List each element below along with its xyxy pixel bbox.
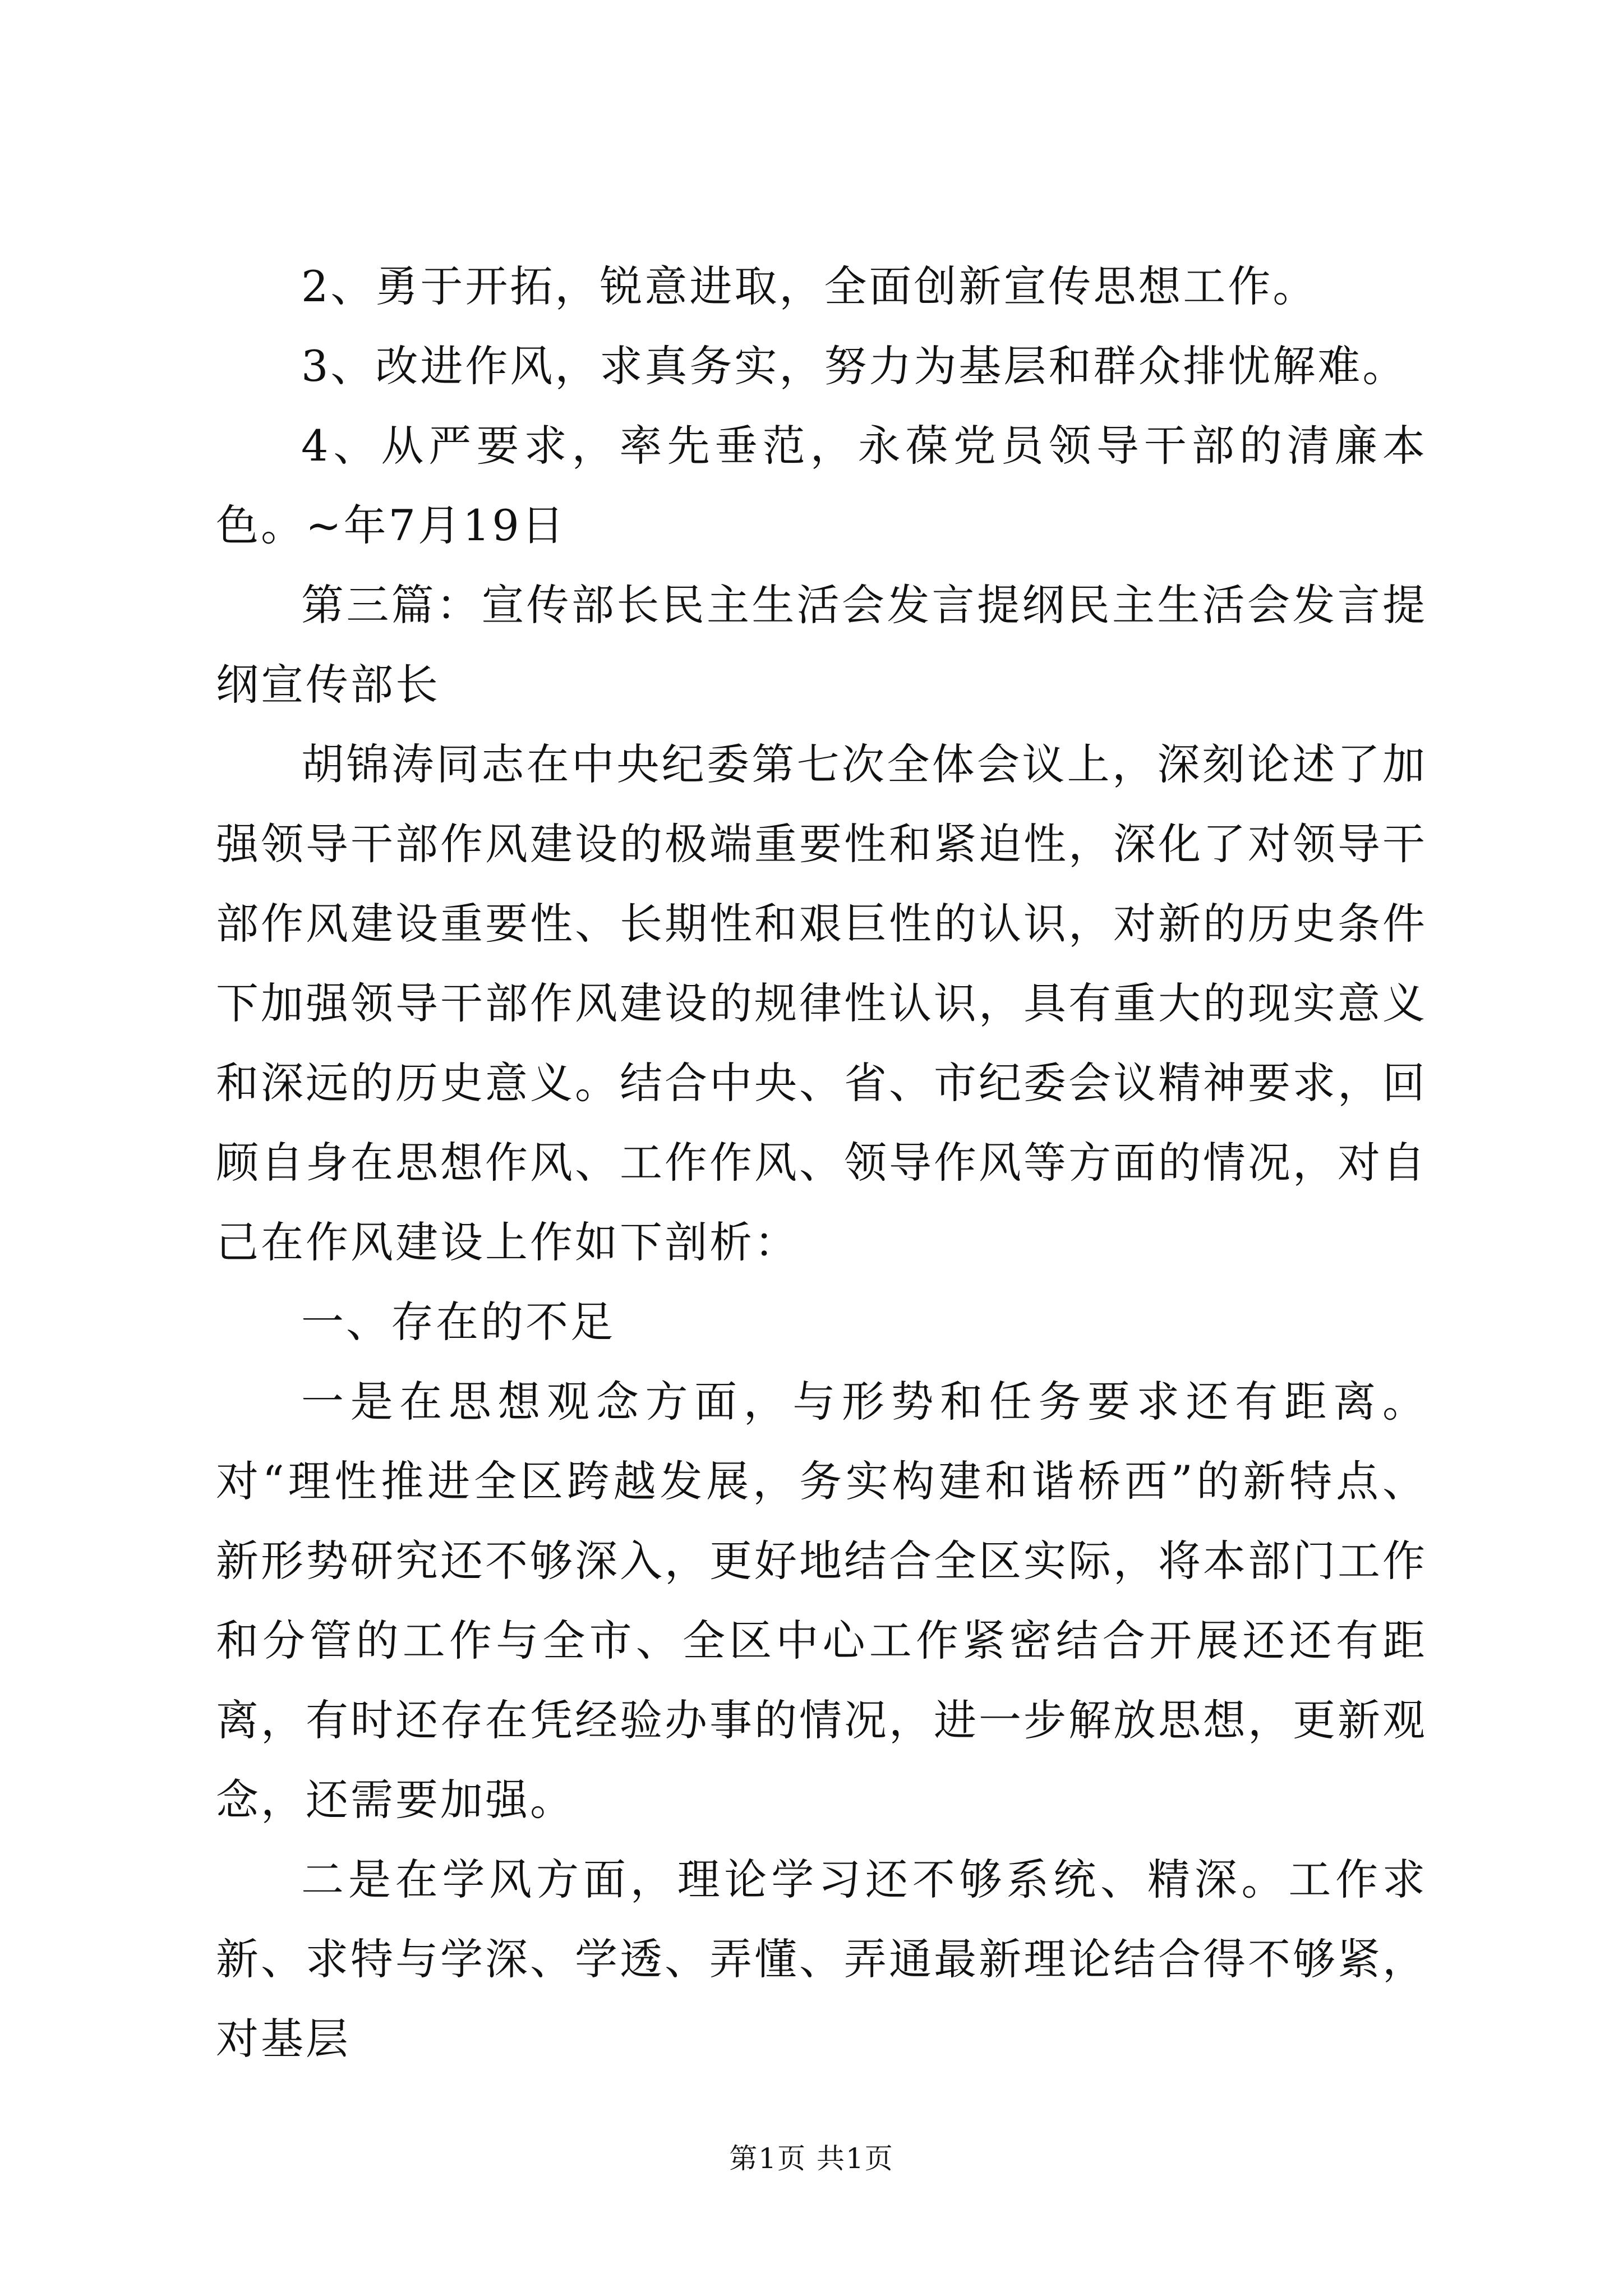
paragraph-item-2: 2、勇于开拓，锐意进取，全面创新宣传思想工作。 [301, 261, 1318, 311]
paragraph-item-3: 3、改进作风，求真务实，努力为基层和群众排忧解难。 [301, 341, 1408, 391]
paragraph-point-one: 一是在思想观念方面，与形势和任务要求还有距离。对“理性推进全区跨越发展，务实构建和谐桥西”的新特点、新形势研究还不够深入，更好地结合全区实际，将本部门工作和分管的工作与全市、全区中心工作紧密结合开展还还有距离，有时还存在凭经验办事的情况，进一步解放思想，更新观念，还需要加强。 [216, 1377, 1427, 1825]
paragraph-item-4-with-date: 4、从严要求，率先垂范，永葆党员领导干部的清廉本色。~年7月19日 [216, 421, 1427, 550]
subheading-shortcomings: 一、存在的不足 [301, 1297, 615, 1347]
paragraph-point-two: 二是在学风方面，理论学习还不够系统、精深。工作求新、求特与学深、学透、弄懂、弄通最新理论结合得不够紧，对基层 [216, 1855, 1427, 2064]
document-body [216, 247, 1427, 2079]
paragraph-intro: 胡锦涛同志在中央纪委第七次全体会议上，深刻论述了加强领导干部作风建设的极端重要性和紧迫性，深化了对领导干部作风建设重要性、长期性和艰巨性的认识，对新的历史条件下加强领导干部作风建设的规律性认识，具有重大的现实意义和深远的历史意义。结合中央、省、市纪委会议精神要求，回顾自身在思想作风、工作作风、领导作风等方面的情况，对自己在作风建设上作如下剖析： [216, 739, 1427, 1267]
section-title: 第三篇：宣传部长民主生活会发言提纲民主生活会发言提纲宣传部长 [216, 580, 1427, 710]
page-footer: 第1页 共1页 [729, 2142, 894, 2175]
